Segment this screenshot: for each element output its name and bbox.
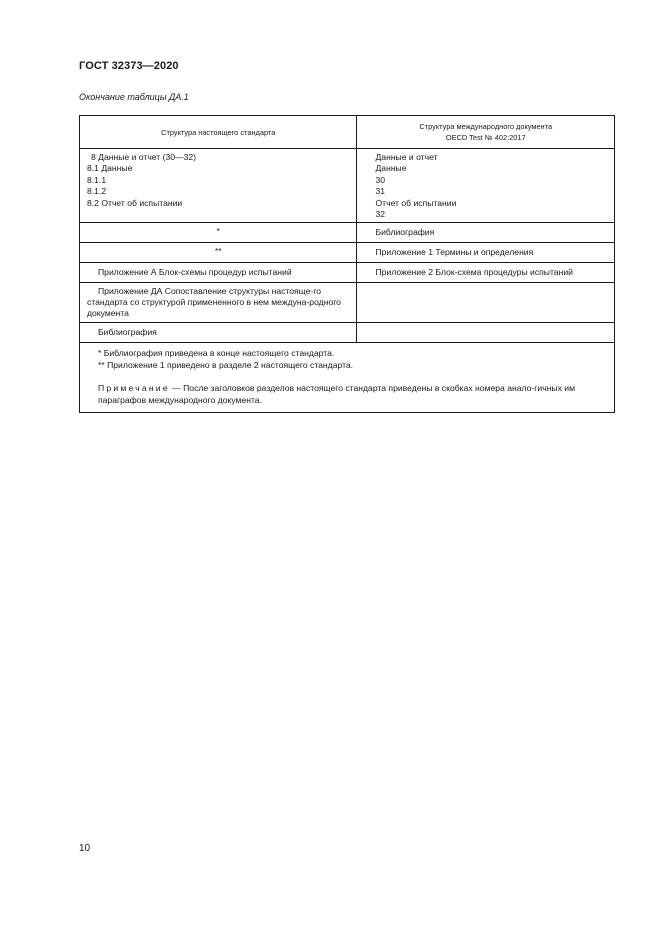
left-line: 8.1 Данные	[87, 163, 133, 174]
standard-id: ГОСТ 32373—2020	[79, 60, 179, 72]
table-row-bibliography	[80, 323, 615, 343]
header-cell-left	[80, 116, 357, 149]
table-header-row	[80, 116, 615, 149]
table-row-footnotes	[80, 343, 615, 413]
left-line: 8.2 Отчет об испытании	[87, 197, 183, 208]
table-row-section-8	[80, 149, 615, 223]
right-line: 32	[375, 209, 386, 220]
right-line: Данные и отчет	[375, 152, 438, 162]
annex1-mark-cell: **	[80, 243, 357, 263]
footnote-1: * Библиография приведена в конце настоящего стандарта.	[98, 348, 335, 359]
footnote-2: ** Приложение 1 приведено в разделе 2 настоящего стандарта.	[98, 359, 354, 370]
right-line: 30	[375, 174, 386, 185]
left-line: 8.1.2	[87, 186, 107, 197]
header-cell-right	[357, 116, 615, 149]
annex-a-right-cell: Приложение 2 Блок-схема процедуры испытаний	[357, 263, 615, 283]
left-line: 8 Данные и отчет (30—32)	[91, 152, 197, 162]
annex-a-left-cell: Приложение А Блок-схемы процедур испытаний	[80, 263, 357, 283]
table-caption: Окончание таблицы ДА.1	[79, 92, 189, 102]
section8-right-cell	[357, 149, 615, 223]
header-right-line1: Структура международного документа	[419, 122, 553, 131]
annex-da-left-cell: Приложение ДА Сопоставление структуры настояще-го стандарта со структурой примененного в нем междуна-родного документа	[80, 283, 357, 323]
structure-comparison-table	[79, 115, 615, 413]
remark-text: — После заголовков разделов настоящего стандарта приведены в скобках номера анало-гичных им параграфов международного документа.	[98, 383, 575, 405]
annex-da-right-cell	[357, 283, 615, 323]
right-line: 31	[375, 186, 386, 197]
bibliography-empty-cell	[357, 323, 615, 343]
annex1-right-cell: Приложение 1 Термины и определения	[357, 243, 615, 263]
footnotes-cell	[80, 343, 615, 413]
table-remark	[98, 383, 604, 406]
table-row-annex-a	[80, 263, 615, 283]
remark-label: Примечание	[98, 383, 170, 394]
table-row-annex-da	[80, 283, 615, 323]
page-number: 10	[79, 843, 91, 854]
table-row-bibliography-mark	[80, 223, 615, 243]
table-row-annex1-mark	[80, 243, 615, 263]
left-line: 8.1.1	[87, 174, 107, 185]
bibliography-right-cell: Библиография	[357, 223, 615, 243]
bibliography-left-cell: Библиография	[80, 323, 357, 343]
header-right-line2: OECD Test № 402:2017	[445, 133, 526, 142]
section8-left-cell	[80, 149, 357, 223]
right-line: Данные	[375, 163, 407, 174]
bibliography-mark-cell: *	[80, 223, 357, 243]
right-line: Отчет об испытании	[375, 197, 457, 208]
header-left-label: Структура настоящего стандарта	[161, 127, 276, 137]
